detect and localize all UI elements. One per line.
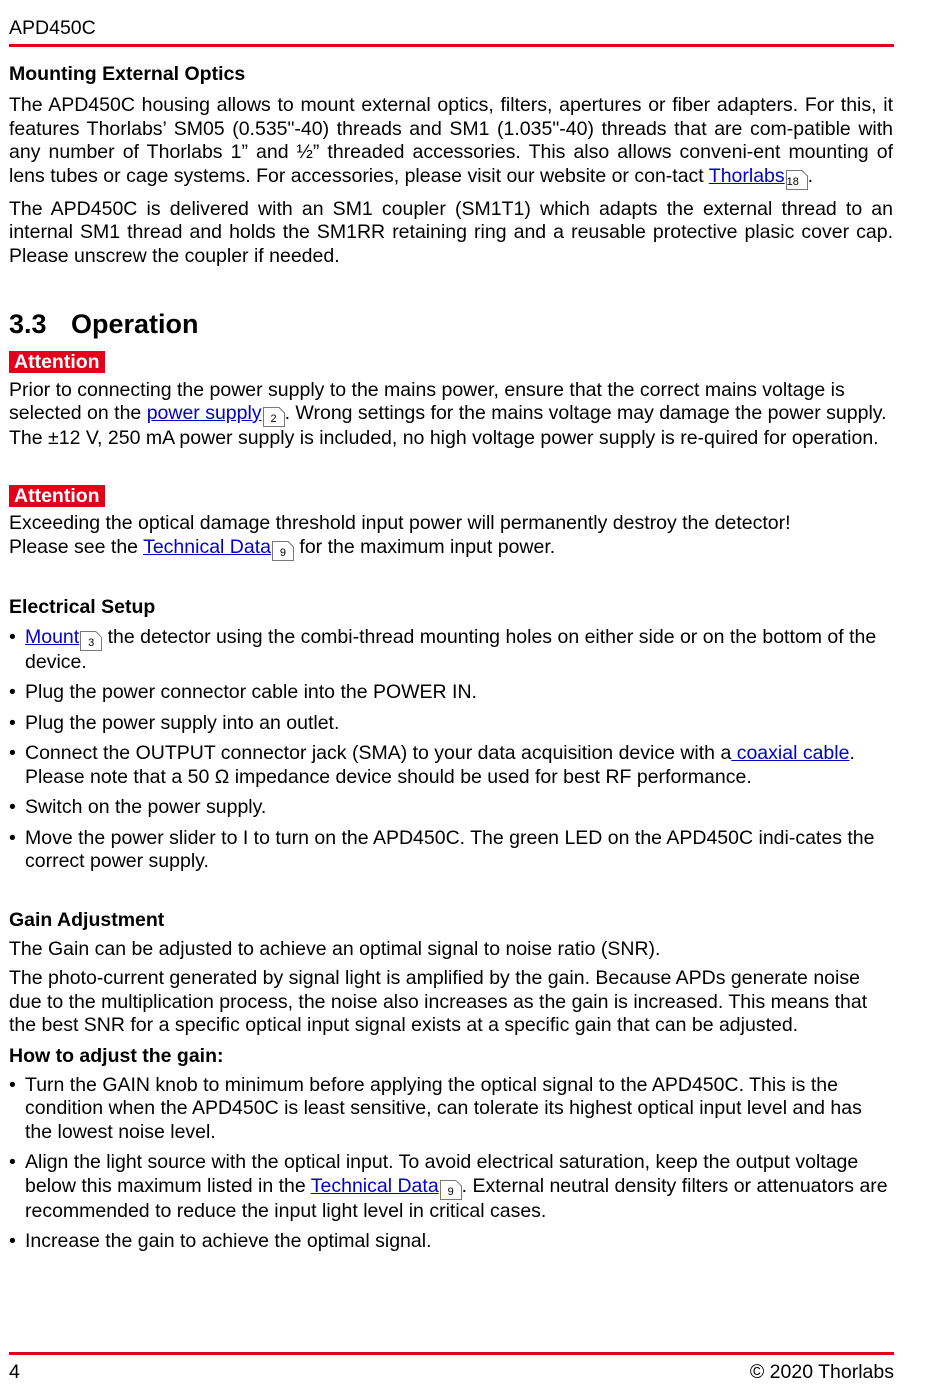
page-number: 4 — [9, 1361, 20, 1383]
thorlabs-link[interactable]: Thorlabs — [708, 164, 785, 187]
bullet-icon: • — [9, 1073, 16, 1096]
bullet-icon: • — [9, 796, 16, 818]
page-content — [9, 62, 893, 1254]
attention-2-line-2: Please see the Technical Data 9 for the maximum input power. — [9, 535, 556, 559]
gain-paragraph-2: The photo-current generated by signal light is amplified by the gain. Because APDs generate noise due to the multiplication process, the noise also increases as the gain is increased. This means that the best SNR for a specific optical input signal exists at a specific gain that can be adjusted. — [9, 967, 868, 1036]
list-item: • Switch on the power supply. — [9, 796, 267, 818]
page-ref-icon[interactable]: 2 — [263, 407, 285, 427]
attention-badge: Attention — [9, 485, 105, 507]
page-ref-icon[interactable]: 18 — [786, 170, 808, 190]
bullet-icon: • — [9, 681, 16, 703]
list-item: • Connect the OUTPUT connector jack (SMA) to your data acquisition device with a coaxial cable. Please note that a 50 Ω impedance device should be used for best RF performance. — [9, 742, 855, 788]
footer-rule — [9, 1352, 894, 1355]
attention-block-1 — [9, 351, 893, 451]
footer-copyright: © 2020 Thorlabs — [749, 1361, 894, 1383]
mounting-heading: Mounting External Optics — [9, 63, 246, 85]
section-heading-operation — [9, 308, 893, 340]
electrical-setup-list — [9, 626, 893, 874]
mounting-paragraph-2: The APD450C is delivered with an SM1 coupler (SM1T1) which adapts the external thread to an internal SM1 thread and holds the SM1RR retaining ring and a reusable protective plasic cover cap. Please unscrew the coupler if needed. — [9, 197, 893, 267]
list-item: • Align the light source with the optical input. To avoid electrical saturation, keep the output voltage below this maximum listed in the Technical Data 9 . External neutral density filters or attenuators are recommended to reduce the input light level in critical cases. — [9, 1151, 888, 1222]
mount-link[interactable]: Mount — [25, 625, 80, 648]
list-item: • Turn the GAIN knob to minimum before applying the optical signal to the APD450C. This is the condition when the APD450C is least sensitive, can tolerate its highest optical input level and has the lowest noise level. — [9, 1073, 862, 1143]
how-to-adjust-heading: How to adjust the gain: — [9, 1044, 224, 1067]
section-title: Operation — [71, 309, 199, 339]
list-item: • Plug the power supply into an outlet. — [9, 711, 340, 734]
list-item: • Move the power slider to I to turn on the APD450C. The green LED on the APD450C indi-cates the correct power supply. — [9, 826, 875, 872]
bullet-icon: • — [9, 625, 16, 648]
coaxial-cable-link[interactable]: coaxial cable — [731, 742, 850, 764]
bullet-icon: • — [9, 1230, 16, 1252]
section-number: 3.3 — [9, 309, 47, 339]
header-rule — [9, 44, 894, 47]
attention-1-text: Prior to connecting the power supply to the mains power, ensure that the correct mains voltage is selected on the power supply 2 . Wrong settings for the mains voltage may damage the power supply. The ±12 V, 250 mA power supply is included, no high voltage power supply is re-quired for operation. — [9, 378, 887, 449]
power-supply-link[interactable]: power supply — [146, 402, 262, 424]
gain-paragraph-1: The Gain can be adjusted to achieve an optimal signal to noise ratio (SNR). — [9, 937, 661, 960]
bullet-icon: • — [9, 742, 16, 764]
attention-block-2 — [9, 485, 893, 561]
page-header-title: APD450C — [9, 17, 96, 39]
bullet-icon: • — [9, 826, 16, 849]
bullet-icon: • — [9, 711, 16, 734]
page-ref-icon[interactable]: 3 — [80, 631, 102, 651]
gain-steps-list — [9, 1074, 893, 1254]
attention-badge: Attention — [9, 351, 105, 373]
technical-data-link[interactable]: Technical Data — [143, 535, 271, 558]
page-ref-icon[interactable]: 9 — [272, 541, 294, 561]
list-item: • Plug the power connector cable into the POWER IN. — [9, 681, 477, 703]
technical-data-link[interactable]: Technical Data — [310, 1174, 439, 1197]
attention-2-line-1: Exceeding the optical damage threshold input power will permanently destroy the detector! — [9, 512, 791, 534]
list-item: • Mount 3 the detector using the combi-thread mounting holes on either side or on the bottom of the device. — [9, 625, 877, 673]
list-item: • Increase the gain to achieve the optimal signal. — [9, 1230, 432, 1252]
bullet-icon: • — [9, 1151, 16, 1173]
mounting-paragraph-1: The APD450C housing allows to mount external optics, filters, apertures or fiber adapters. For this, it features Thorlabs’ SM05 (0.535"-40) threads and SM1 (1.035"-40) threads that are com-patible with any number of Thorlabs 1” and ½” threaded accessories. This also allows conveni-ent mounting of lens tubes or cage systems. For accessories, please visit our website or con-tact Thorlabs 18 . — [9, 94, 893, 188]
electrical-setup-heading: Electrical Setup — [9, 595, 156, 618]
gain-adjustment-heading: Gain Adjustment — [9, 908, 165, 931]
page-ref-icon[interactable]: 9 — [440, 1180, 462, 1200]
